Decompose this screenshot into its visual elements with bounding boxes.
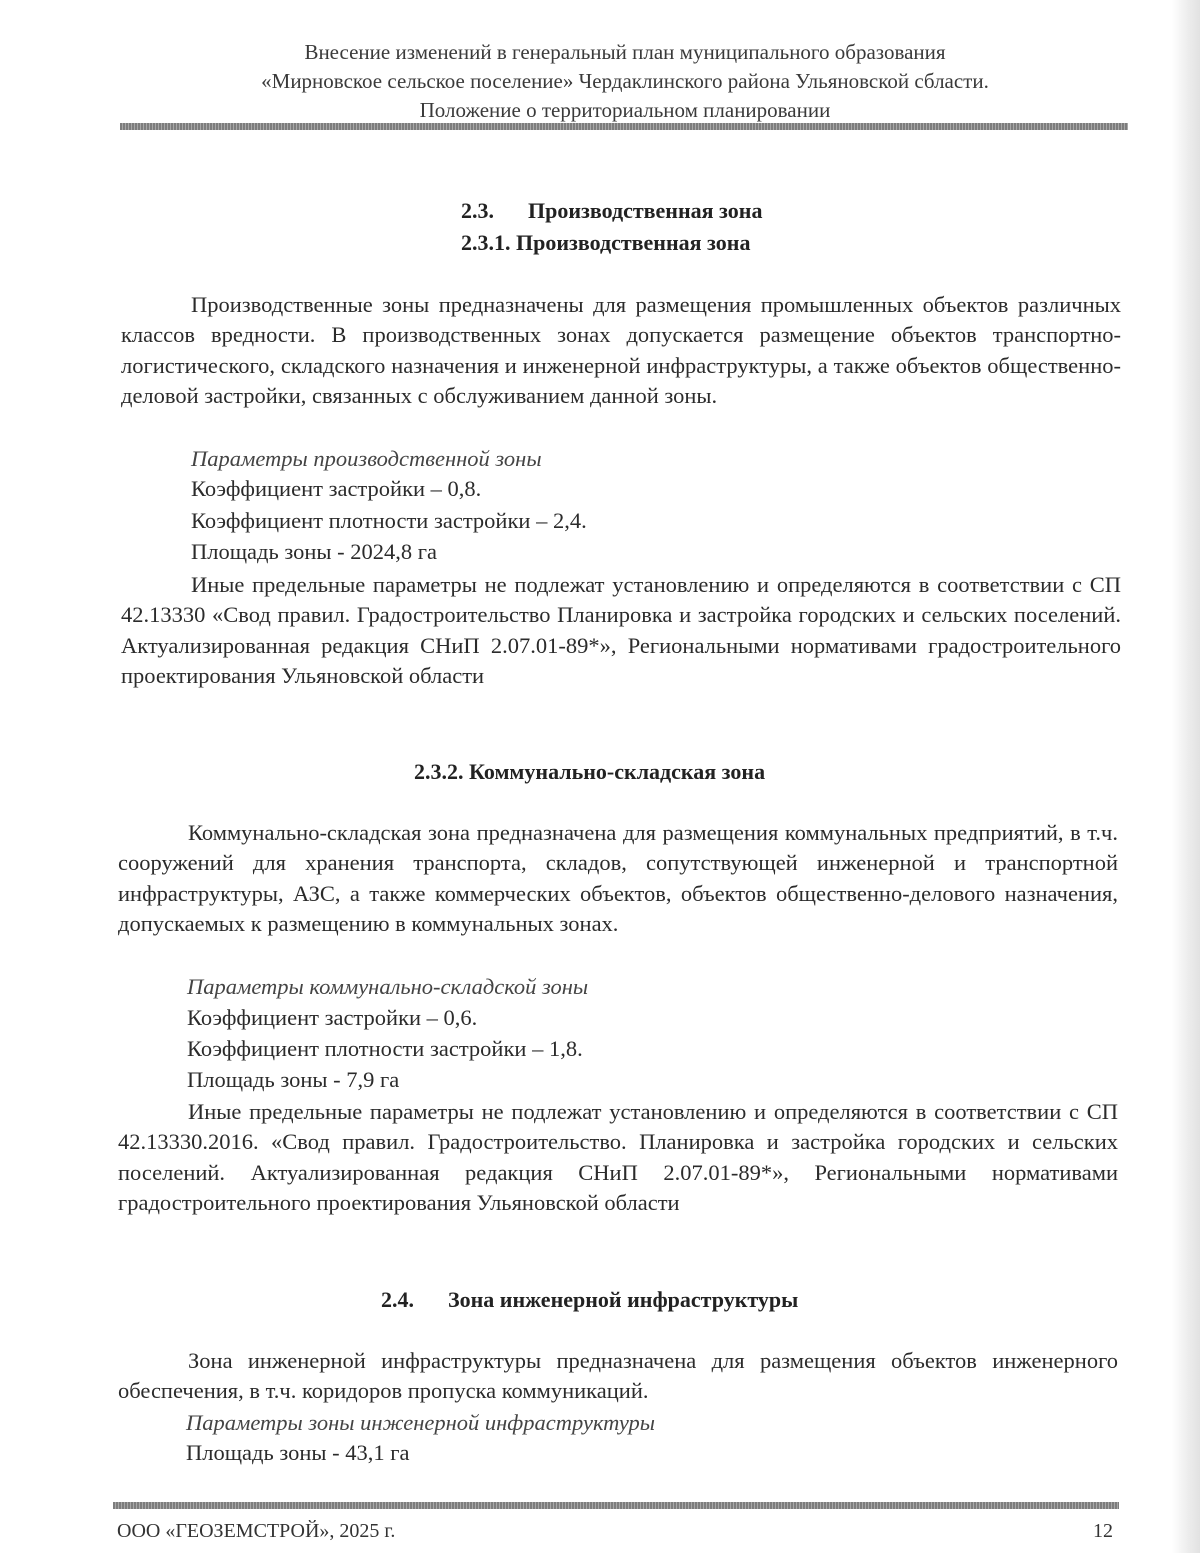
params-title-engineering: Параметры зоны инженерной инфраструктуры xyxy=(186,1410,656,1435)
paragraph-other-params: Иные предельные параметры не подлежат установлению и определяются в соответствии с СП 42.13330 «Свод правил. Градостроительство Планировка и застройка городских и сельских поселений. Актуализированная редакция СНиП 2.07.01-89*», Региональными нормативами градостроительного проектирования Ульяновской области xyxy=(121,572,1121,689)
scan-edge-shadow xyxy=(1172,0,1200,1553)
param-area: Площадь зоны - 43,1 га xyxy=(186,1440,410,1465)
header-line-1: Внесение изменений в генеральный план муниципального образования xyxy=(304,40,946,64)
page-number: 12 xyxy=(1093,1520,1113,1542)
param-coef-build: Коэффициент застройки – 0,6. xyxy=(187,1005,478,1030)
heading-2-3-2 xyxy=(414,759,765,785)
heading-title: Зона инженерной инфраструктуры xyxy=(448,1287,799,1312)
params-title-production: Параметры производственной зоны xyxy=(191,446,542,471)
heading-number: 2.3. xyxy=(461,198,494,223)
heading-title: Производственная зона xyxy=(528,198,763,223)
param-coef-density: Коэффициент плотности застройки – 1,8. xyxy=(187,1036,583,1061)
header-line-3: Положение о территориальном планировании xyxy=(419,98,831,122)
param-coef-density: Коэффициент плотности застройки – 2,4. xyxy=(191,508,587,533)
paragraph-communal-zone: Коммунально-складская зона предназначена для размещения коммунальных предприятий, в т.ч. сооружений для хранения транспорта, складов, сопутствующей инженерной и транспортной инфраструктуры, АЗС, а также коммерческих объектов, объектов общественно-делового назначения, допускаемых к размещению в коммунальных зонах. xyxy=(118,820,1118,937)
header-divider xyxy=(120,123,1128,130)
footer-divider xyxy=(113,1502,1119,1509)
running-header xyxy=(120,38,1130,125)
heading-2-4 xyxy=(381,1287,798,1313)
paragraph-other-params: Иные предельные параметры не подлежат установлению и определяются в соответствии с СП 42.13330.2016. «Свод правил. Градостроительство. Планировка и застройка городских и сельских поселений. Актуализированная редакция СНиП 2.07.01-89*», Региональными нормативами градостроительного проектирования Ульяновской области xyxy=(118,1099,1118,1216)
params-title-communal: Параметры коммунально-складской зоны xyxy=(187,974,589,999)
heading-number: 2.3.2. xyxy=(414,759,464,784)
heading-title: Коммунально-складская зона xyxy=(469,759,766,784)
heading-2-3-1 xyxy=(461,230,750,256)
heading-number: 2.3.1. xyxy=(461,230,511,255)
footer-company: ООО «ГЕОЗЕМСТРОЙ», 2025 г. xyxy=(117,1520,396,1542)
param-area: Площадь зоны - 2024,8 га xyxy=(191,539,437,564)
paragraph-engineering-zone: Зона инженерной инфраструктуры предназначена для размещения объектов инженерного обеспечения, в т.ч. коридоров пропуска коммуникаций. xyxy=(118,1348,1118,1404)
header-line-2: «Мирновское сельское поселение» Чердаклинского района Ульяновской сбласти. xyxy=(261,69,989,93)
heading-title: Производственная зона xyxy=(516,230,751,255)
heading-2-3 xyxy=(461,198,762,224)
heading-number: 2.4. xyxy=(381,1287,414,1312)
param-area: Площадь зоны - 7,9 га xyxy=(187,1067,400,1092)
param-coef-build: Коэффициент застройки – 0,8. xyxy=(191,476,482,501)
paragraph-production-zone: Производственные зоны предназначены для размещения промышленных объектов различных классов вредности. В производственных зонах допускается размещение объектов транспортно-логистического, складского назначения и инженерной инфраструктуры, а также объектов общественно-деловой застройки, связанных с обслуживанием данной зоны. xyxy=(121,292,1121,409)
